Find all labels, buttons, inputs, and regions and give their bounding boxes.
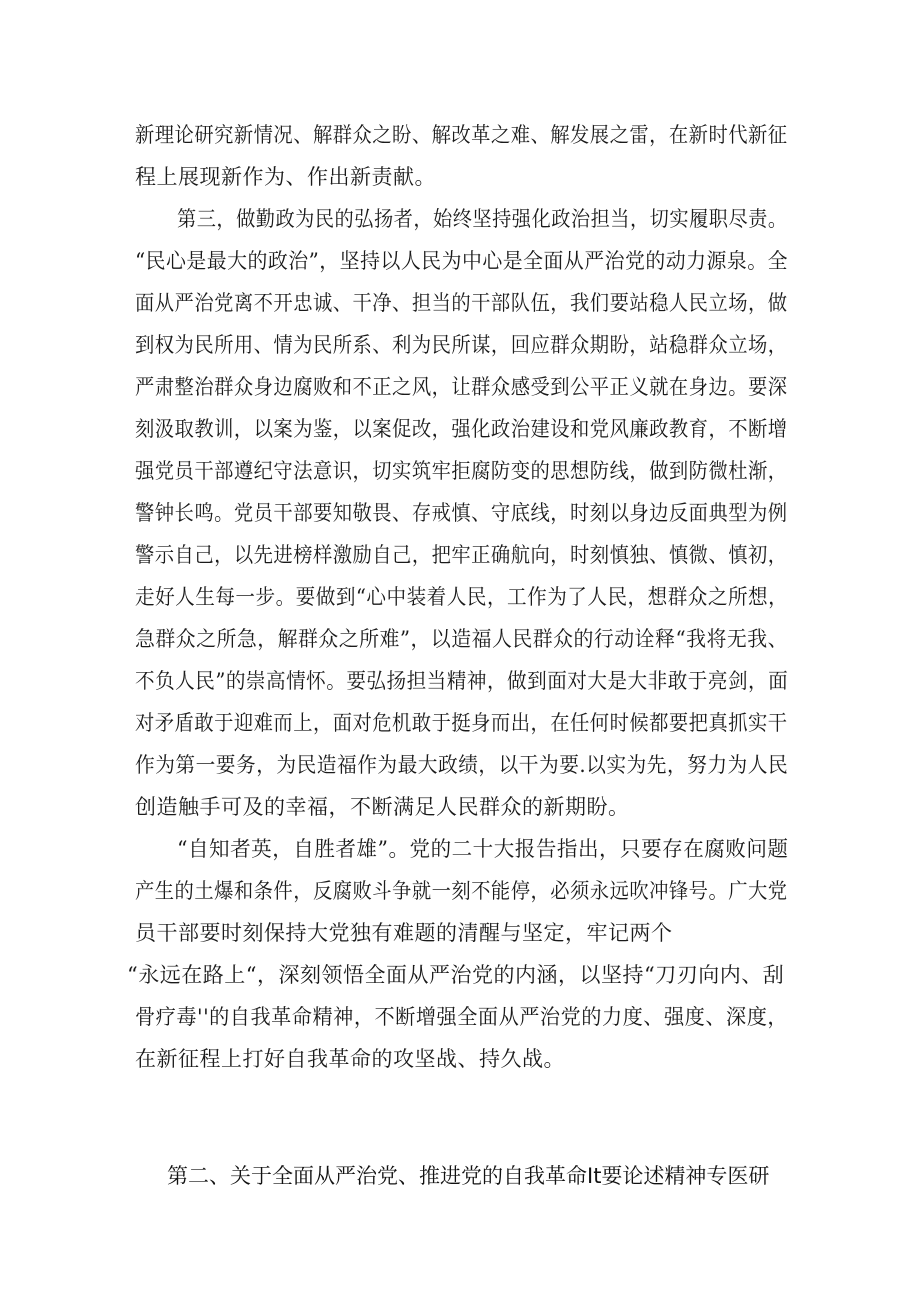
body-line-19: 产生的土爆和条件，反腐败斗争就一刻不能停，必须永远吹冲锋号。广大党 [135,879,788,903]
body-line-8: 刻汲取教训，以案为鉴，以案促改，强化政治建设和党风廉政教育，不断增 [135,417,788,441]
body-line-12: 走好人生每一步。要做到“心中装着人民，工作为了人民，想群众之所想， [135,585,789,609]
body-line-7: 严肃整治群众身边腐败和不正之风，让群众感受到公平正义就在身边。要深 [135,375,788,399]
body-line-10: 警钟长鸣。党员干部要知敬畏、存戒慎、守底线，时刻以身边反面典型为例 [135,501,788,525]
body-line-1: 新理论研究新情况、解群众之盼、解改革之难、解发展之雷，在新时代新征 [135,123,788,147]
body-line-13: 急群众之所急，解群众之所难”，以造福人民群众的行动诠释“我将无我、 [135,627,788,651]
body-line-16: 作为第一要务，为民造福作为最大政绩，以干为要.以实为先，努力为人民 [135,753,789,777]
body-line-5: 面从严治党离不开忠诚、干净、担当的干部队伍，我们要站稳人民立场，做 [135,291,788,315]
body-line-21: “永远在路上“，深刻领悟全面从严治党的内涵，以坚持“刀刃向内、刮 [127,963,785,987]
body-line-3: 第三，做勤政为民的弘扬者，始终坚持强化政治担当，切实履职尽责。 [177,207,788,231]
section-heading: 第二、关于全面从严治党、推进党的自我革命It要论述精神专医研 [167,1164,770,1188]
body-line-18: “自知者英，自胜者雄”。党的二十大报告指出，只要存在腐败问题 [177,837,789,861]
body-line-22: 骨疗毒''的自我革命精神，不断增强全面从严治党的力度、强度、深度， [135,1005,789,1029]
body-line-14: 不负人民”的崇高情怀。要弘扬担当精神，做到面对大是大非敢于亮剑，面 [135,669,789,693]
body-line-11: 警示自己，以先进榜样激励自己，把牢正确航向，时刻慎独、慎微、慎初， [135,543,788,567]
body-line-2: 程上展现新作为、作出新责献。 [135,165,436,189]
body-line-15: 对矛盾敢于迎难而上，面对危机敢于挺身而出，在任何时候都要把真抓实干 [135,711,788,735]
body-line-17: 创造触手可及的幸福，不断满足人民群众的新期盼。 [135,795,630,819]
body-line-20: 员干部要时刻保持大党独有难题的清醒与坚定，牢记两个 [135,921,673,945]
body-line-23: 在新征程上打好自我革命的攻坚战、持久战。 [135,1047,565,1071]
body-line-9: 强党员干部遵纪守法意识，切实筑牢拒腐防变的思想防线，做到防微杜渐， [135,459,788,483]
body-line-4: “民心是最大的政治”，坚持以人民为中心是全面从严治党的动力源泉。全 [135,249,788,273]
body-line-6: 到权为民所用、情为民所系、利为民所谋，回应群众期盼，站稳群众立场， [135,333,788,357]
